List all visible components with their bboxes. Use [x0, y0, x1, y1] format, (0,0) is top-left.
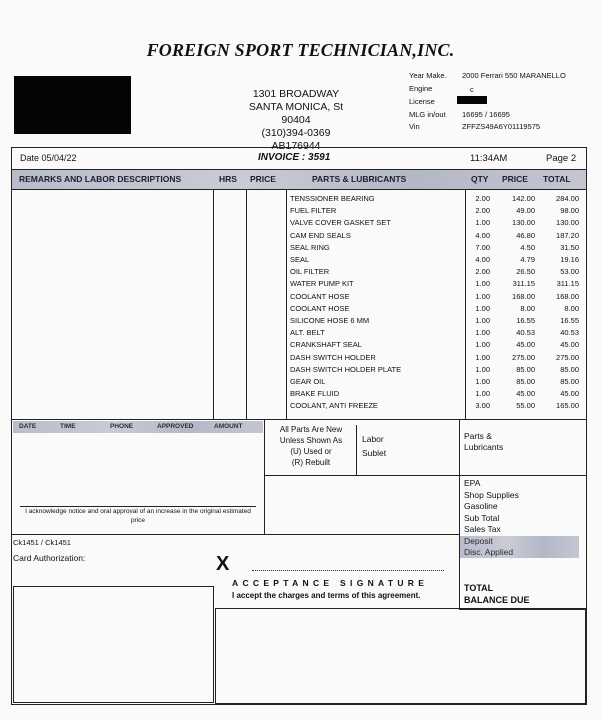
- mileage-label: MLG in/out: [409, 110, 446, 119]
- sub-total-label: Sub Total: [464, 512, 500, 523]
- vin-label: Vin: [409, 122, 420, 131]
- parts-lubricants-line: Parts &: [464, 431, 492, 441]
- part-row: [290, 353, 582, 365]
- part-total: 31.50: [560, 242, 579, 252]
- divider: [356, 425, 357, 475]
- part-name: CAM END SEALS: [290, 230, 351, 240]
- parts-lubricants-label: [464, 431, 503, 453]
- part-price: 26.50: [516, 267, 535, 277]
- address-line-1: 1301 BROADWAY: [252, 88, 340, 100]
- col-total: TOTAL: [543, 174, 571, 184]
- approval-col-approved: APPROVED: [157, 423, 194, 430]
- gasoline-label: Gasoline: [464, 501, 498, 511]
- part-name: COOLANT, ANTI FREEZE: [290, 401, 378, 411]
- part-name: VALVE COVER GASKET SET: [290, 218, 391, 228]
- part-name: SILICONE HOSE 6 MM: [290, 316, 370, 325]
- signature-x-mark: X: [216, 553, 230, 575]
- part-price: 46.80: [516, 230, 535, 240]
- engine-label: Engine: [409, 84, 433, 93]
- redacted-customer-block: [14, 76, 131, 134]
- approval-col-time: TIME: [60, 423, 76, 430]
- parts-list: [290, 194, 582, 416]
- divider: [265, 534, 460, 535]
- part-qty: 2.00: [475, 267, 490, 277]
- part-row: [290, 206, 582, 218]
- divider: [12, 189, 586, 190]
- divider: [246, 189, 247, 419]
- part-name: CRANKSHAFT SEAL: [290, 340, 362, 350]
- sublet-label: Sublet: [362, 448, 387, 458]
- part-row: [290, 218, 582, 230]
- approval-notice: I acknowledge notice and oral approval of an increase in the original estimated price: [25, 508, 251, 524]
- charges-summary: [464, 478, 519, 536]
- part-price: 4.79: [520, 255, 535, 264]
- parts-note: [268, 424, 354, 468]
- part-row: [290, 194, 582, 206]
- part-total: 40.53: [560, 328, 579, 338]
- divider: [286, 189, 287, 419]
- divider: [12, 419, 586, 420]
- part-name: COOLANT HOSE: [290, 291, 350, 301]
- col-qty: QTY: [471, 174, 489, 184]
- part-total: 284.00: [556, 194, 579, 203]
- parts-note-line: All Parts Are New: [279, 425, 343, 434]
- total-block: [464, 582, 530, 606]
- part-price: 4.50: [520, 242, 535, 252]
- part-total: 85.00: [560, 364, 579, 374]
- parts-note-line: (R) Rebuilt: [291, 458, 331, 467]
- part-name: SEAL RING: [290, 242, 330, 252]
- license-label: License: [409, 97, 435, 106]
- signature-line[interactable]: [252, 570, 444, 571]
- invoice-number: INVOICE : 3591: [258, 152, 331, 163]
- part-price: 55.00: [516, 401, 535, 411]
- part-row: [290, 304, 582, 316]
- approval-col-phone: PHONE: [110, 423, 134, 430]
- part-qty: 1.00: [475, 279, 490, 289]
- part-name: DASH SWITCH HOLDER: [290, 352, 376, 362]
- balance-due-label: BALANCE DUE: [464, 595, 530, 605]
- part-price: 168.00: [512, 291, 535, 301]
- part-row: [290, 340, 582, 352]
- vin-value: ZFFZS49A6Y01119575: [462, 122, 541, 131]
- part-total: 8.00: [564, 303, 579, 313]
- part-qty: 1.00: [475, 352, 490, 362]
- part-price: 45.00: [516, 389, 535, 399]
- check-numbers: Ck1451 / Ck1451: [13, 538, 71, 547]
- part-total: 98.00: [560, 206, 579, 216]
- part-qty: 1.00: [475, 291, 490, 301]
- approval-col-date: DATE: [19, 423, 37, 430]
- license-number: AB176944: [271, 140, 321, 152]
- part-qty: 1.00: [475, 389, 490, 399]
- part-name: FUEL FILTER: [290, 206, 337, 216]
- part-total: 45.00: [560, 340, 579, 350]
- engine-value: c: [470, 85, 474, 94]
- part-total: 130.00: [556, 218, 579, 228]
- part-row: [290, 401, 582, 413]
- company-name: FOREIGN SPORT TECHNICIAN,INC.: [146, 40, 455, 60]
- part-qty: 1.00: [475, 316, 490, 325]
- invoice-time: 11:34AM: [470, 153, 508, 164]
- part-name: TENSSIONER BEARING: [290, 194, 375, 203]
- col-part-price: PRICE: [502, 174, 528, 184]
- disc-applied-label: Disc. Applied: [464, 547, 514, 557]
- col-remarks: REMARKS AND LABOR DESCRIPTIONS: [19, 174, 182, 184]
- part-name: GEAR OIL: [290, 377, 326, 386]
- part-total: 168.00: [556, 291, 579, 301]
- shop-phone: (310)394-0369: [261, 127, 331, 139]
- part-total: 187.20: [556, 230, 579, 240]
- parts-note-line: (U) Used or: [290, 447, 332, 456]
- part-qty: 1.00: [475, 328, 490, 338]
- part-qty: 1.00: [475, 303, 490, 313]
- part-name: ALT. BELT: [290, 328, 325, 338]
- part-price: 49.00: [516, 206, 535, 216]
- part-row: [290, 292, 582, 304]
- shop-supplies-label: Shop Supplies: [464, 489, 519, 500]
- part-row: [290, 316, 582, 328]
- part-price: 40.53: [516, 328, 535, 338]
- approval-col-amount: AMOUNT: [214, 423, 243, 430]
- notes-box: [215, 608, 586, 704]
- divider: [213, 189, 214, 419]
- part-row: [290, 377, 582, 389]
- col-hrs: HRS: [219, 174, 237, 184]
- part-qty: 2.00: [475, 206, 490, 216]
- part-price: 16.55: [516, 316, 535, 325]
- part-row: [290, 231, 582, 243]
- part-price: 130.00: [512, 218, 535, 228]
- part-row: [290, 365, 582, 377]
- deposit-block: [464, 536, 513, 558]
- acceptance-terms: I accept the charges and terms of this agreement.: [232, 591, 421, 600]
- card-auth-label: Card Authorization:: [13, 553, 86, 563]
- divider: [459, 419, 460, 609]
- part-price: 45.00: [516, 340, 535, 350]
- deposit-label: Deposit: [464, 536, 493, 546]
- part-row: [290, 267, 582, 279]
- part-name: SEAL: [290, 255, 310, 264]
- part-name: COOLANT HOSE: [290, 303, 350, 313]
- parts-lubricants-line: Lubricants: [464, 442, 504, 452]
- part-total: 165.00: [556, 401, 579, 411]
- part-total: 16.55: [560, 316, 579, 325]
- part-price: 8.00: [520, 303, 535, 313]
- total-label: TOTAL: [464, 583, 494, 593]
- part-total: 311.15: [556, 279, 579, 289]
- part-price: 85.00: [516, 364, 535, 374]
- redacted-license: [457, 96, 487, 104]
- divider: [12, 169, 586, 170]
- part-name: BRAKE FLUID: [290, 389, 340, 399]
- part-total: 53.00: [560, 267, 579, 277]
- part-row: [290, 389, 582, 401]
- page-number: Page 2: [546, 153, 577, 164]
- part-qty: 4.00: [475, 230, 490, 240]
- part-qty: 7.00: [475, 242, 490, 252]
- part-price: 85.00: [516, 377, 535, 386]
- part-qty: 1.00: [475, 218, 490, 228]
- year-make-value: 2000 Ferrari 550 MARANELLO: [462, 71, 566, 80]
- acceptance-signature-label: ACCEPTANCE SIGNATURE: [232, 578, 429, 588]
- part-total: 19.16: [560, 255, 579, 264]
- part-row: [290, 255, 582, 267]
- address-line-2: SANTA MONICA, St 90404: [248, 101, 344, 126]
- part-total: 275.00: [556, 352, 579, 362]
- part-price: 311.15: [512, 279, 535, 289]
- part-qty: 3.00: [475, 401, 490, 411]
- part-total: 45.00: [560, 389, 579, 399]
- col-parts: PARTS & LUBRICANTS: [312, 174, 407, 184]
- part-qty: 2.00: [475, 194, 490, 203]
- part-qty: 1.00: [475, 377, 490, 386]
- part-row: [290, 243, 582, 255]
- divider: [264, 419, 265, 534]
- sales-tax-label: Sales Tax: [464, 524, 501, 534]
- epa-label: EPA: [464, 478, 481, 488]
- part-qty: 1.00: [475, 340, 490, 350]
- part-row: [290, 328, 582, 340]
- part-price: 142.00: [512, 194, 535, 203]
- part-qty: 4.00: [475, 255, 490, 264]
- part-total: 85.00: [560, 377, 579, 386]
- divider: [12, 534, 265, 535]
- col-price: PRICE: [250, 174, 276, 184]
- shop-address: [236, 88, 356, 153]
- part-qty: 1.00: [475, 364, 490, 374]
- card-authorization-box[interactable]: [13, 586, 214, 703]
- parts-note-line: Unless Shown As: [279, 436, 343, 445]
- year-make-label: Year Make.: [409, 71, 447, 80]
- part-price: 275.00: [512, 352, 535, 362]
- part-row: [290, 279, 582, 291]
- mileage-value: 16695 / 16695: [462, 110, 510, 119]
- part-name: DASH SWITCH HOLDER PLATE: [290, 364, 402, 374]
- invoice-date: Date 05/04/22: [20, 153, 77, 163]
- labor-label: Labor: [362, 434, 384, 444]
- divider: [265, 475, 586, 476]
- part-name: WATER PUMP KIT: [290, 279, 354, 289]
- part-name: OIL FILTER: [290, 267, 330, 277]
